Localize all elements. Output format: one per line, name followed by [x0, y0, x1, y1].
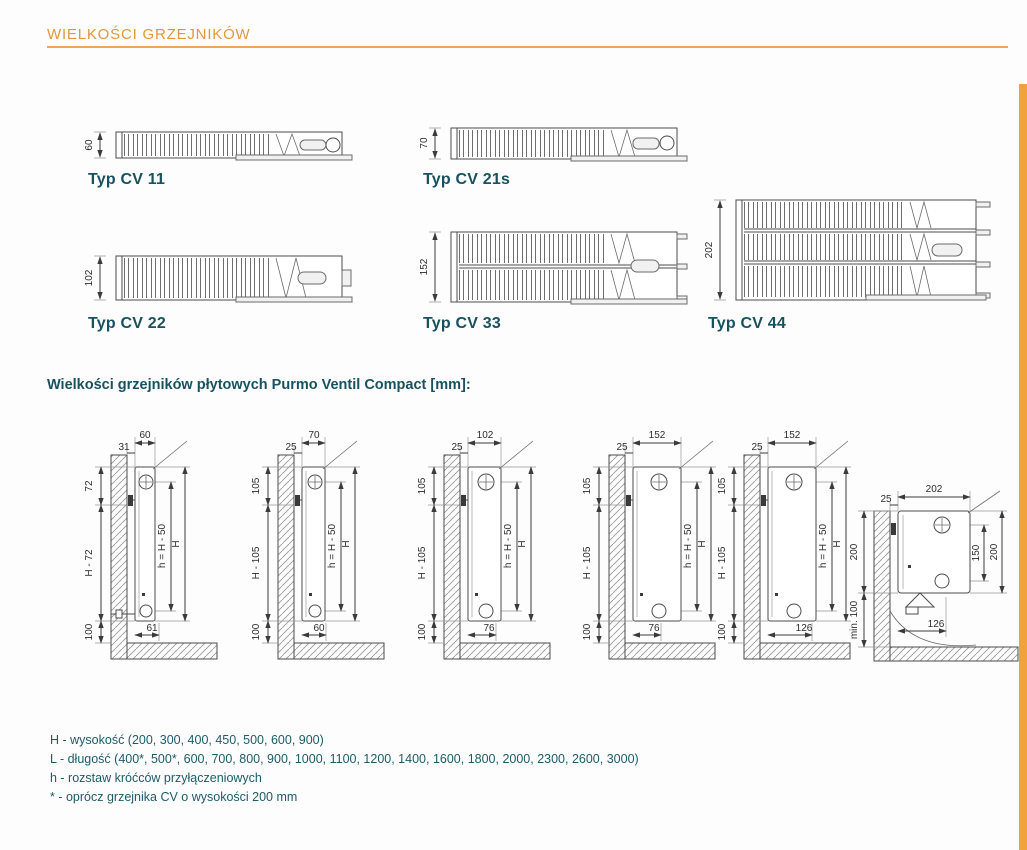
convector-fins-row1 [744, 202, 906, 228]
legend [50, 731, 639, 807]
depth-dim-label: 60 [84, 139, 95, 151]
top-edge-label: 105 [717, 477, 728, 495]
bottom-valve [787, 604, 801, 618]
foot-label: 76 [648, 623, 660, 634]
drain-dot [142, 593, 145, 596]
type-label-cv11: Typ CV 11 [88, 171, 166, 188]
valve-assembly [906, 593, 934, 607]
type-label-cv44: Typ CV 44 [708, 315, 786, 332]
leader-diagonal [968, 491, 1000, 513]
height-label: H [341, 540, 352, 548]
depth-label: 60 [139, 430, 151, 441]
valve-union [906, 607, 918, 614]
bottom-valve [652, 604, 666, 618]
leader-diagonal [153, 441, 187, 469]
convector-fins [124, 258, 272, 298]
bottom-valve [309, 605, 321, 617]
top-view-cv44 [706, 192, 998, 312]
height-label-right: 200 [989, 543, 1000, 561]
depth-dim-label: 70 [419, 137, 430, 149]
drain-dot [475, 593, 478, 596]
pipe-stub-2 [976, 230, 990, 235]
height-label: H [832, 540, 843, 548]
depth-dim-label: 102 [84, 269, 95, 287]
bottom-grille [866, 295, 986, 300]
wall-bracket [295, 495, 300, 506]
floor-gap-label: 100 [717, 623, 728, 641]
bottom-grille [236, 155, 352, 160]
floor-gap-label: 100 [582, 623, 593, 641]
depth-label: 152 [648, 430, 666, 441]
page-edge-tab [1019, 84, 1027, 850]
radiator-body [135, 467, 155, 621]
depth-dim-label: 152 [419, 258, 430, 276]
pipe-spacing-label: h = H - 50 [818, 523, 829, 569]
pipe-spacing-label: h = H - 50 [327, 523, 338, 569]
pipe-stub-3 [976, 262, 990, 267]
pipe-spacing-label: h = H - 50 [683, 523, 694, 569]
bottom-valve [140, 605, 152, 617]
mid-label: H - 105 [717, 546, 728, 580]
clearance-label: min. 100 [849, 600, 860, 640]
foot-label: 126 [795, 623, 813, 634]
convector-fins-row2 [744, 234, 906, 260]
plug [326, 138, 340, 152]
height-label: H [171, 540, 182, 548]
pipe-stub-top [677, 234, 687, 239]
offset-label: 25 [285, 442, 297, 453]
convector-fins-row2 [459, 270, 607, 300]
leader-diagonal [323, 441, 357, 469]
plug [660, 136, 674, 150]
drain-dot [309, 593, 312, 596]
bottom-grille [236, 297, 352, 302]
wall-hatch [874, 511, 890, 661]
floor-hatch [460, 643, 550, 659]
top-view-cv21s [421, 120, 693, 172]
foot-label: 126 [927, 619, 945, 630]
valve-insert [631, 260, 659, 272]
wall-hatch [609, 455, 625, 659]
height-label: H [697, 540, 708, 548]
wall-bracket [461, 495, 466, 506]
type-label-cv22: Typ CV 22 [88, 315, 166, 332]
convector-fins [124, 134, 272, 156]
convector-fins-row3 [744, 266, 906, 297]
wall-bracket [128, 495, 133, 506]
depth-dim-label: 202 [704, 241, 715, 259]
mid-label: H - 105 [251, 546, 262, 580]
wall-bracket [761, 495, 766, 506]
convector-fins [459, 130, 607, 157]
wall-bracket [891, 523, 896, 535]
side-view-cv21s [212, 425, 392, 680]
height-label-left: 200 [849, 543, 860, 561]
bottom-grille [571, 299, 687, 304]
floor-hatch [890, 647, 1018, 661]
title-rule [47, 46, 1008, 48]
offset-label: 25 [880, 494, 892, 505]
wall-hatch [744, 455, 760, 659]
height-label: H [517, 540, 528, 548]
leader-diagonal [814, 441, 848, 469]
pipe-spacing-label: h = H - 50 [157, 523, 168, 569]
side-view-cv11 [45, 425, 225, 680]
depth-label: 70 [308, 430, 320, 441]
offset-label: 31 [118, 442, 130, 453]
offset-label: 25 [751, 442, 763, 453]
floor-gap-label: 100 [84, 623, 95, 641]
radiator-body [302, 467, 325, 621]
bottom-valve [479, 604, 493, 618]
legend-line-footnote: * - oprócz grzejnika CV o wysokości 200 mm [50, 790, 298, 804]
offset-label: 25 [451, 442, 463, 453]
floor-hatch [127, 643, 217, 659]
pipe-stub-mid [677, 264, 687, 269]
section-title: Wielkości grzejników płytowych Purmo Ventil Compact [mm]: [47, 377, 471, 393]
floor-gap-label: 100 [251, 623, 262, 641]
side-view-cv22 [378, 425, 558, 680]
pipe-union [116, 610, 122, 618]
legend-line-pipe-spacing: h - rozstaw króćców przyłączeniowych [50, 771, 262, 785]
valve-insert [633, 138, 659, 149]
legend-line-height: H - wysokość (200, 300, 400, 450, 500, 600, 900) [50, 733, 324, 747]
foot-label: 60 [313, 623, 325, 634]
top-view-cv11 [86, 124, 358, 170]
mid-label: H - 105 [417, 546, 428, 580]
detail-view-cv44-h200 [850, 465, 1020, 690]
floor-hatch [760, 643, 850, 659]
wall-hatch [278, 455, 294, 659]
top-edge-label: 105 [582, 477, 593, 495]
pipe-spacing-label: 150 [971, 544, 982, 562]
floor-gap-label: 100 [417, 623, 428, 641]
wall-hatch [111, 455, 127, 659]
depth-label: 102 [476, 430, 494, 441]
legend-line-length: L - długość (400*, 500*, 600, 700, 800, 900, 1000, 1100, 1200, 1400, 1600, 1800, 2000, 2300, 2600, 3000) [50, 752, 639, 766]
leader-diagonal [499, 441, 533, 469]
drain-dot [640, 593, 643, 596]
convector-fins-row1 [459, 234, 607, 263]
type-label-cv33: Typ CV 33 [423, 315, 501, 332]
bottom-grille [571, 156, 687, 161]
top-edge-label: 105 [251, 477, 262, 495]
top-edge-label: 105 [417, 477, 428, 495]
top-view-cv33 [421, 224, 693, 312]
top-view-cv22 [86, 248, 358, 312]
side-view-cv44 [678, 425, 858, 680]
foot-label: 76 [483, 623, 495, 634]
wall-bracket [626, 495, 631, 506]
drain-dot [775, 593, 778, 596]
valve-insert [932, 244, 962, 256]
top-edge-label: 72 [84, 480, 95, 492]
mid-label: H - 72 [84, 549, 95, 577]
pipe-stub-1 [976, 202, 990, 207]
type-label-cv21s: Typ CV 21s [423, 171, 511, 188]
depth-label: 152 [783, 430, 801, 441]
bottom-valve [935, 574, 949, 588]
wall-hatch [444, 455, 460, 659]
valve-insert [298, 272, 326, 284]
depth-label: 202 [925, 484, 943, 495]
valve-insert [300, 140, 326, 150]
mid-label: H - 105 [582, 546, 593, 580]
floor-hatch [294, 643, 384, 659]
offset-label: 25 [616, 442, 628, 453]
drain-dot [908, 565, 911, 568]
page-title: WIELKOŚCI GRZEJNIKÓW [47, 26, 251, 43]
foot-label: 61 [146, 623, 158, 634]
connection-stub [342, 270, 351, 286]
pipe-spacing-label: h = H - 50 [503, 523, 514, 569]
